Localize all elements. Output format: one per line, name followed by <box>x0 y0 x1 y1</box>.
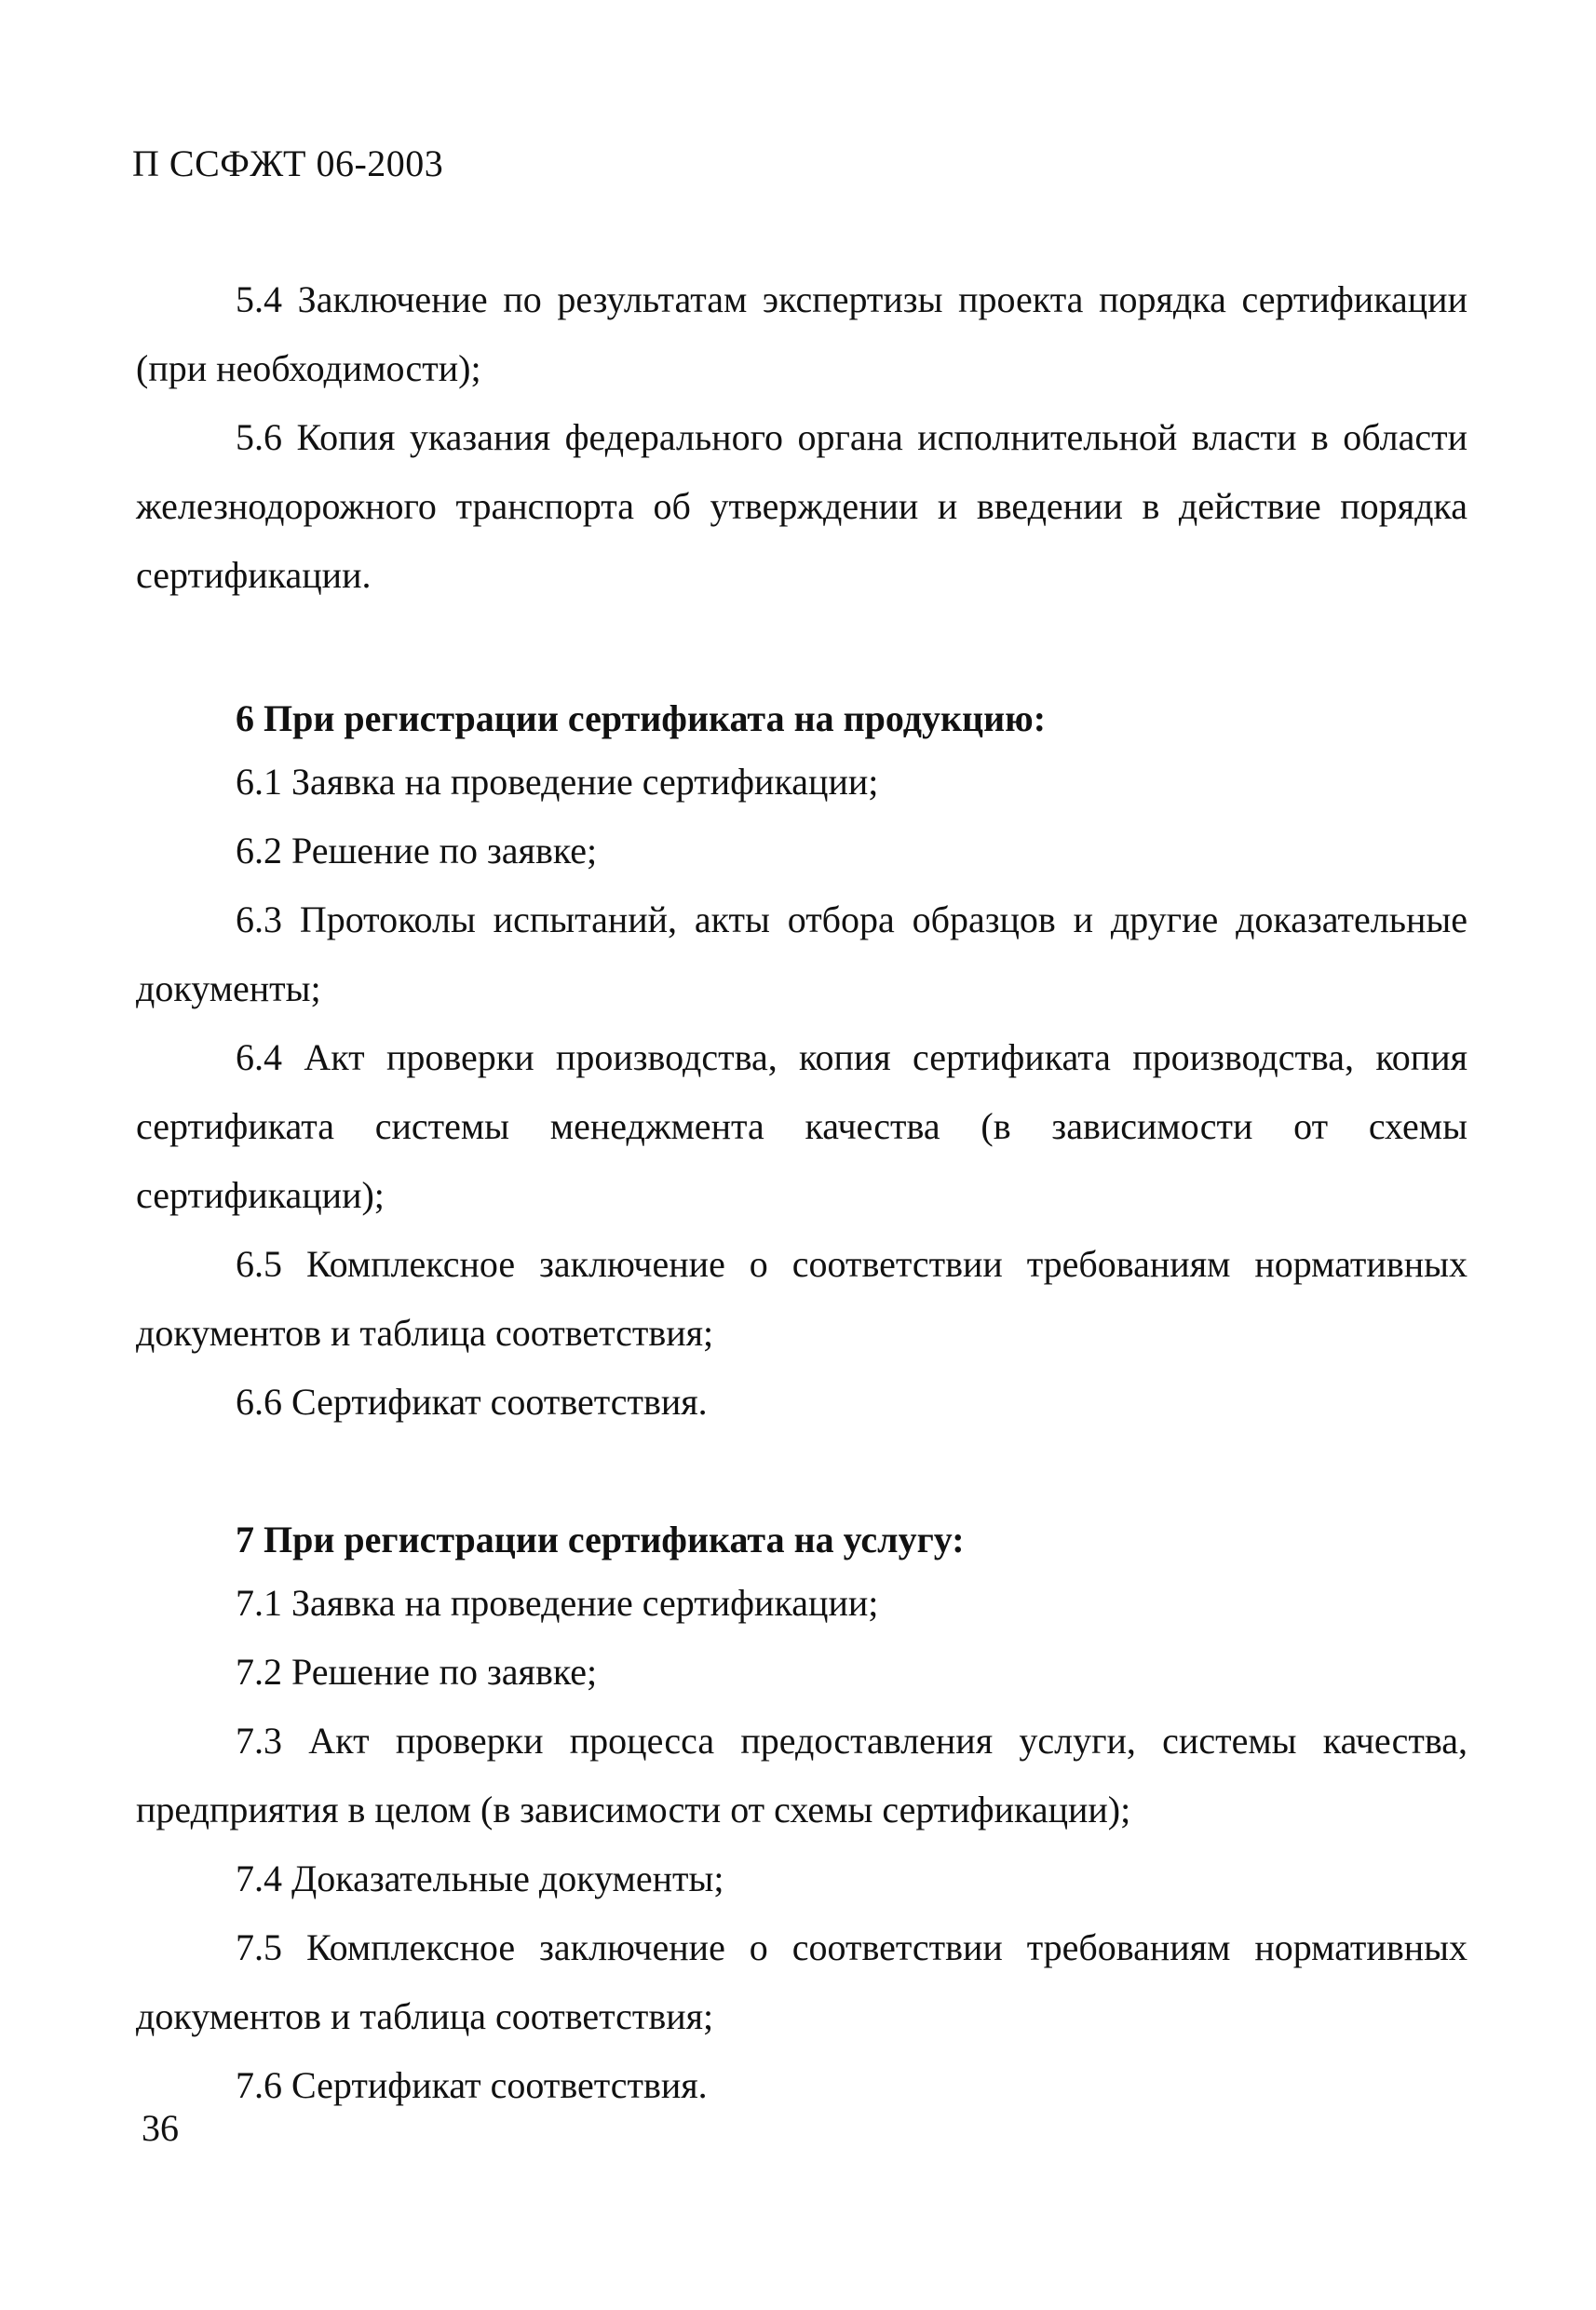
item-6-3: 6.3 Протоколы испытаний, акты отбора образцов и другие доказательные документы; <box>136 898 1468 1009</box>
item-7-5: 7.5 Комплексное заключение о соответствии требованиям нормативных документов и таблица соответствия; <box>136 1926 1468 2037</box>
item-6-2: 6.2 Решение по заявке; <box>236 830 598 871</box>
item-7-1: 7.1 Заявка на проведение сертификации; <box>236 1582 879 1624</box>
item-7-2: 7.2 Решение по заявке; <box>236 1651 598 1693</box>
item-6-1: 6.1 Заявка на проведение сертификации; <box>236 761 879 803</box>
section-7-heading: 7 При регистрации сертификата на услугу: <box>236 1519 965 1560</box>
item-7-6: 7.6 Сертификат соответствия. <box>236 2064 708 2106</box>
item-7-4: 7.4 Доказательные документы; <box>236 1857 724 1899</box>
item-6-4: 6.4 Акт проверки производства, копия сертификата производства, копия сертификата системы менеджмента качества (в зависимости от схемы сертификации); <box>136 1036 1468 1216</box>
section-6-heading: 6 При регистрации сертификата на продукцию: <box>236 697 1047 739</box>
item-6-5: 6.5 Комплексное заключение о соответствии требованиям нормативных документов и таблица соответствия; <box>136 1243 1468 1354</box>
item-7-3: 7.3 Акт проверки процесса предоставления услуги, системы качества, предприятия в целом (в зависимости от схемы сертификации); <box>136 1720 1468 1830</box>
item-6-6: 6.6 Сертификат соответствия. <box>236 1381 708 1423</box>
item-5-6: 5.6 Копия указания федерального органа исполнительной власти в области железнодорожного транспорта об утверждении и введении в действие порядка сертификации. <box>136 416 1468 596</box>
page-number: 36 <box>142 2107 179 2149</box>
document-code: П ССФЖТ 06-2003 <box>132 142 444 184</box>
item-5-4: 5.4 Заключение по результатам экспертизы проекта порядка сертификации (при необходимости); <box>136 278 1468 389</box>
